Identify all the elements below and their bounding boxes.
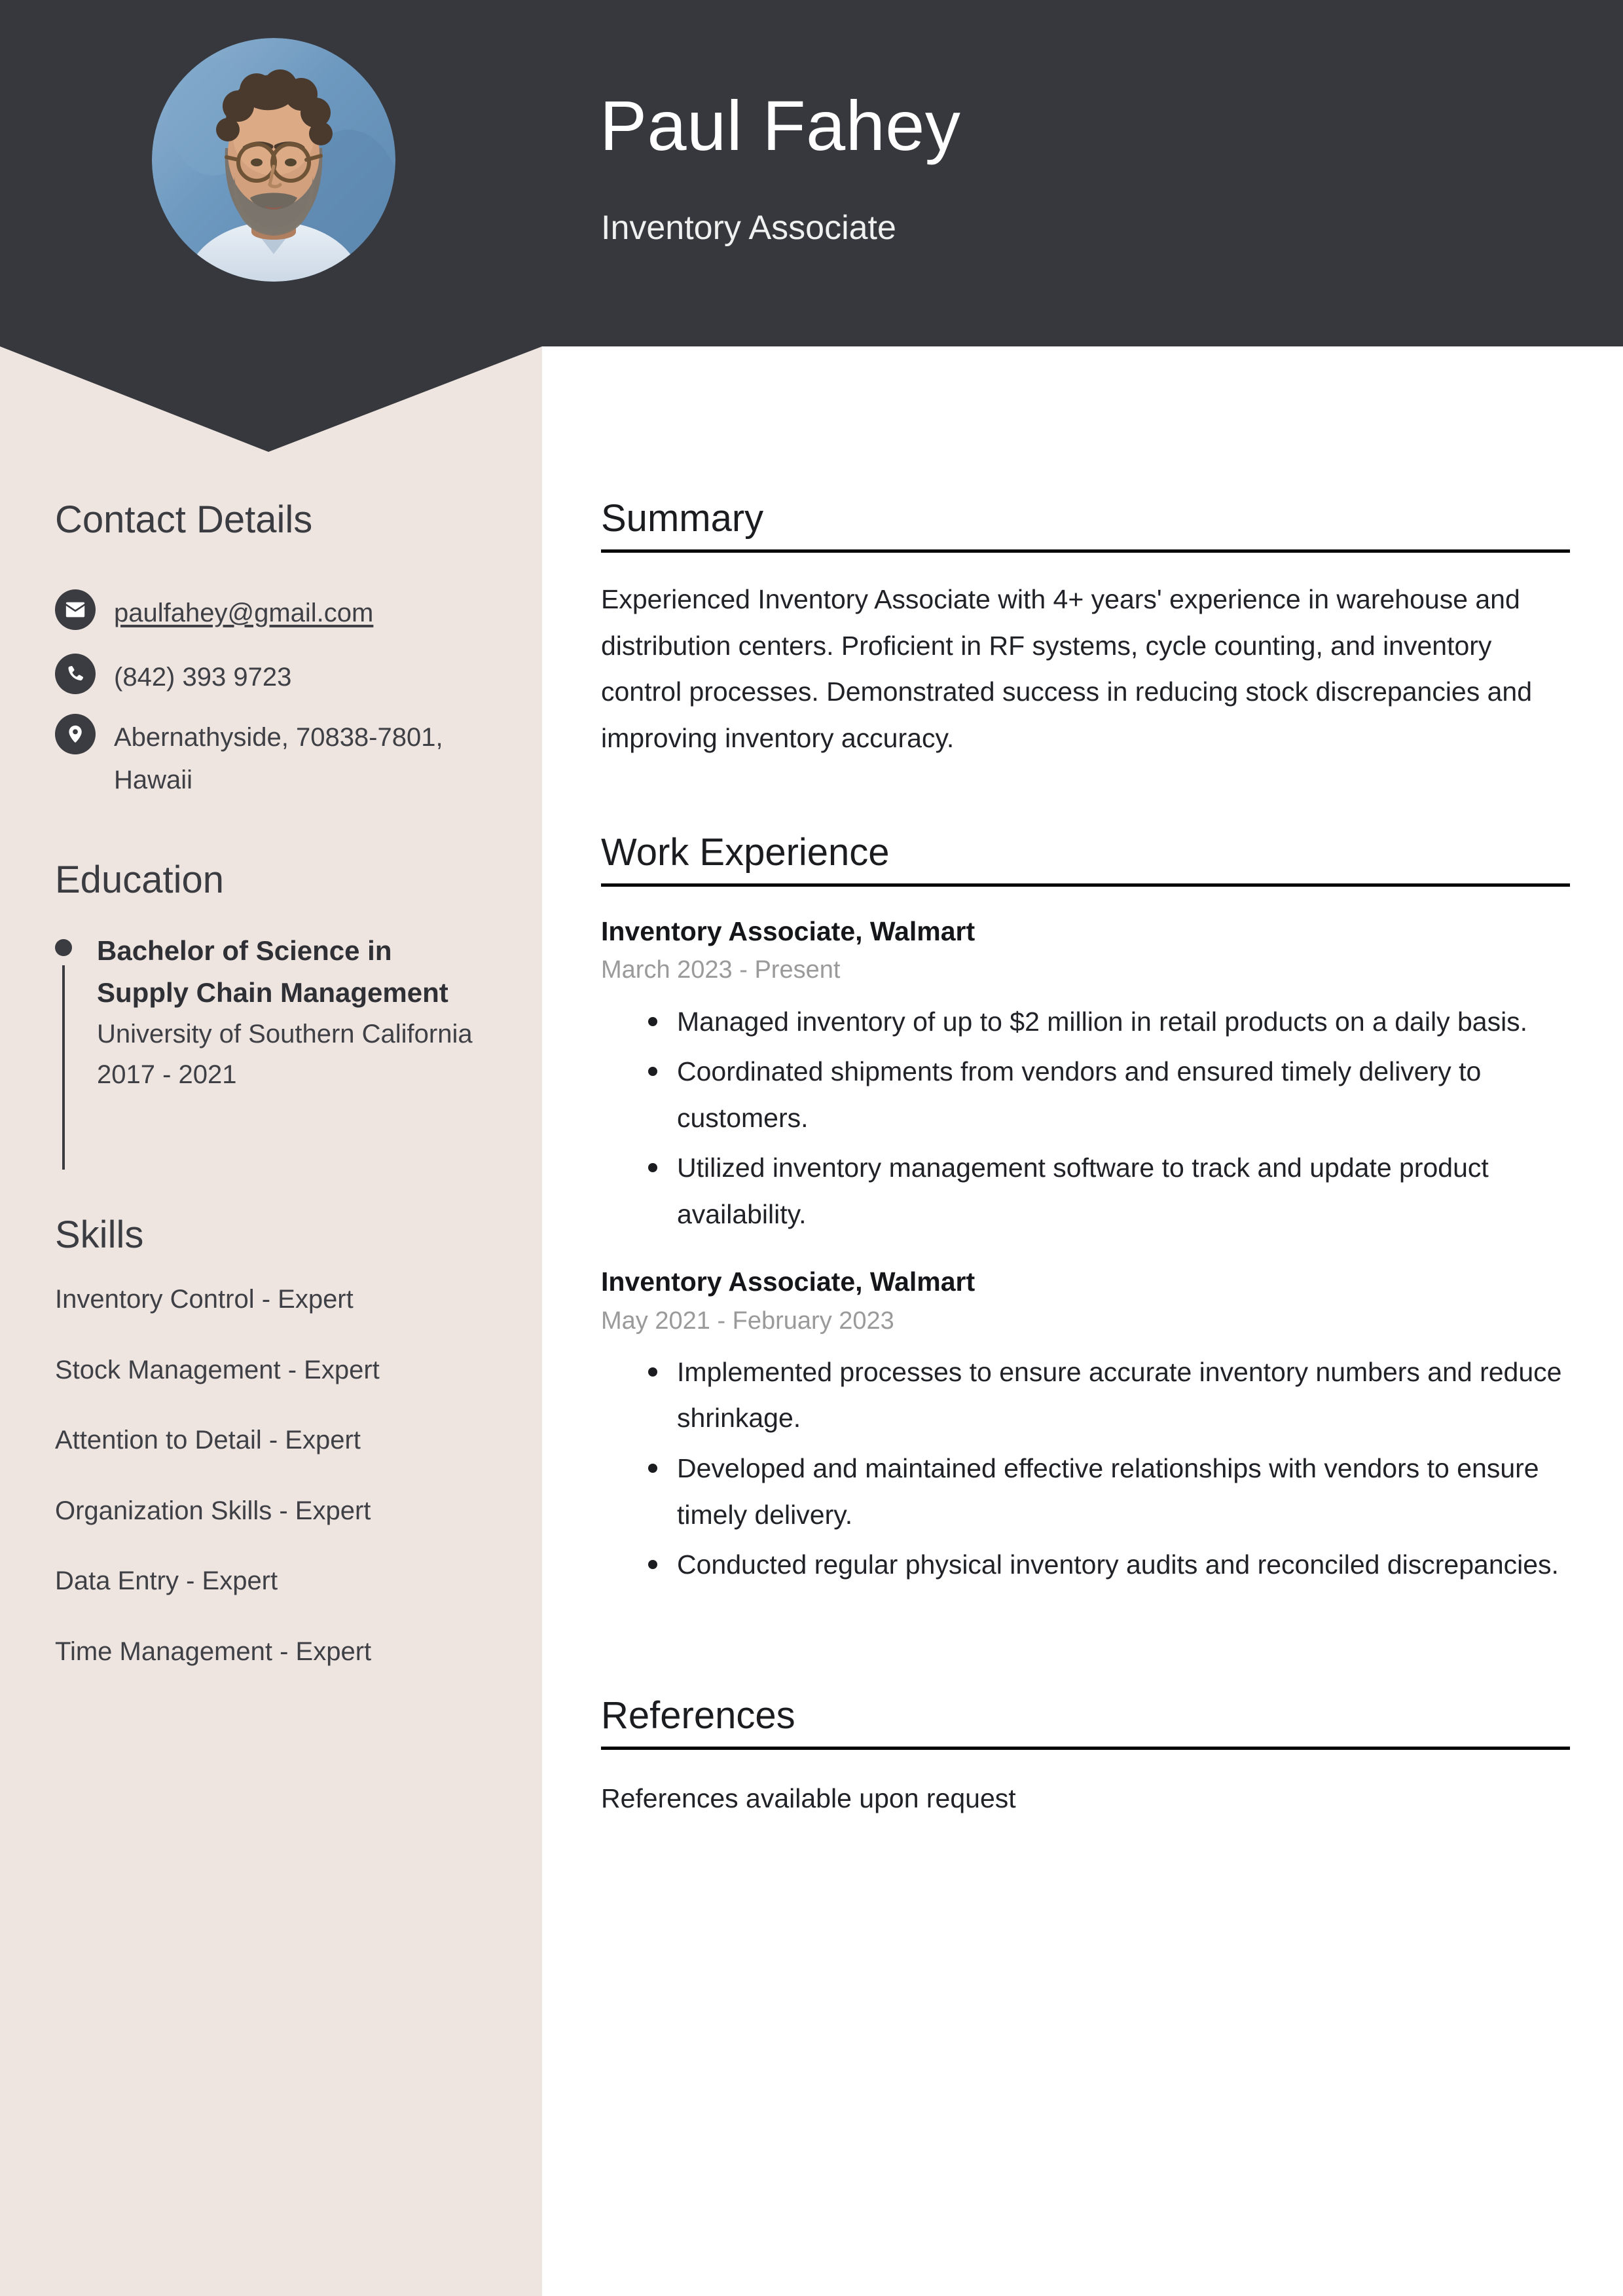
envelope-icon: [55, 589, 96, 630]
job-bullet: Coordinated shipments from vendors and ensured timely delivery to customers.: [677, 1048, 1570, 1141]
skill-item: Time Management - Expert: [55, 1637, 372, 1666]
job-dates: March 2023 - Present: [601, 956, 841, 984]
job-bullet-list: [601, 999, 1570, 1238]
contact-item-email[interactable]: [55, 588, 487, 635]
job-entry: [601, 914, 1570, 1237]
contact-phone-value[interactable]: (842) 393 9723: [114, 663, 292, 692]
education-school: University of Southern California: [97, 1019, 473, 1048]
skill-item: Inventory Control - Expert: [55, 1285, 354, 1314]
job-role-subtitle: Inventory Associate: [601, 209, 896, 247]
location-pin-icon: [55, 714, 96, 754]
timeline-dot-icon: [55, 939, 72, 956]
summary-section: [601, 496, 1570, 761]
contact-section-title: Contact Details: [55, 498, 313, 541]
job-title: Inventory Associate, Walmart: [601, 1267, 976, 1297]
summary-body: Experienced Inventory Associate with 4+ years' experience in warehouse and distribution centers. Proficient in RF systems, cycle counting, and inventory control processes. Demonstrated success in reducing stock discrepancies and improving inventory accuracy.: [601, 584, 1533, 753]
references-body: References available upon request: [601, 1783, 1016, 1813]
references-title: References: [601, 1694, 795, 1737]
job-bullet-list: [601, 1349, 1570, 1588]
references-section: [601, 1694, 1570, 1822]
section-divider: [601, 883, 1570, 887]
job-bullet: Utilized inventory management software to track and update product availability.: [677, 1145, 1570, 1237]
skill-item: Data Entry - Expert: [55, 1566, 278, 1595]
section-divider: [601, 1747, 1570, 1750]
avatar: [152, 38, 395, 282]
job-bullet: Conducted regular physical inventory audits and reconciled discrepancies.: [677, 1542, 1570, 1588]
skills-section-title: Skills: [55, 1213, 144, 1256]
work-experience-title: Work Experience: [601, 831, 890, 874]
job-entry: [601, 1265, 1570, 1587]
skill-item: Organization Skills - Expert: [55, 1496, 371, 1525]
section-divider: [601, 549, 1570, 553]
summary-title: Summary: [601, 497, 764, 540]
job-bullet: Managed inventory of up to $2 million in retail products on a daily basis.: [677, 999, 1570, 1045]
education-dates: 2017 - 2021: [97, 1060, 237, 1089]
job-bullet: Developed and maintained effective relationships with vendors to ensure timely delivery.: [677, 1445, 1570, 1538]
skill-item: Stock Management - Expert: [55, 1356, 380, 1384]
skill-item: Attention to Detail - Expert: [55, 1426, 361, 1454]
contact-item-address: [55, 713, 487, 802]
education-entry: [55, 930, 487, 1095]
phone-icon: [55, 654, 96, 694]
job-bullet: Implemented processes to ensure accurate inventory numbers and reduce shrinkage.: [677, 1349, 1570, 1441]
timeline-line: [62, 965, 65, 1170]
contact-item-phone[interactable]: [55, 652, 487, 699]
job-dates: May 2021 - February 2023: [601, 1306, 894, 1335]
contact-email-value[interactable]: paulfahey@gmail.com: [114, 599, 374, 627]
education-degree: Bachelor of Science in Supply Chain Management: [97, 935, 448, 1008]
job-title: Inventory Associate, Walmart: [601, 916, 976, 946]
contact-address-value: Abernathyside, 70838-7801, Hawaii: [114, 723, 443, 794]
education-section-title: Education: [55, 859, 224, 901]
page-title: Paul Fahey: [600, 86, 961, 165]
work-experience-section: [601, 830, 1570, 1592]
